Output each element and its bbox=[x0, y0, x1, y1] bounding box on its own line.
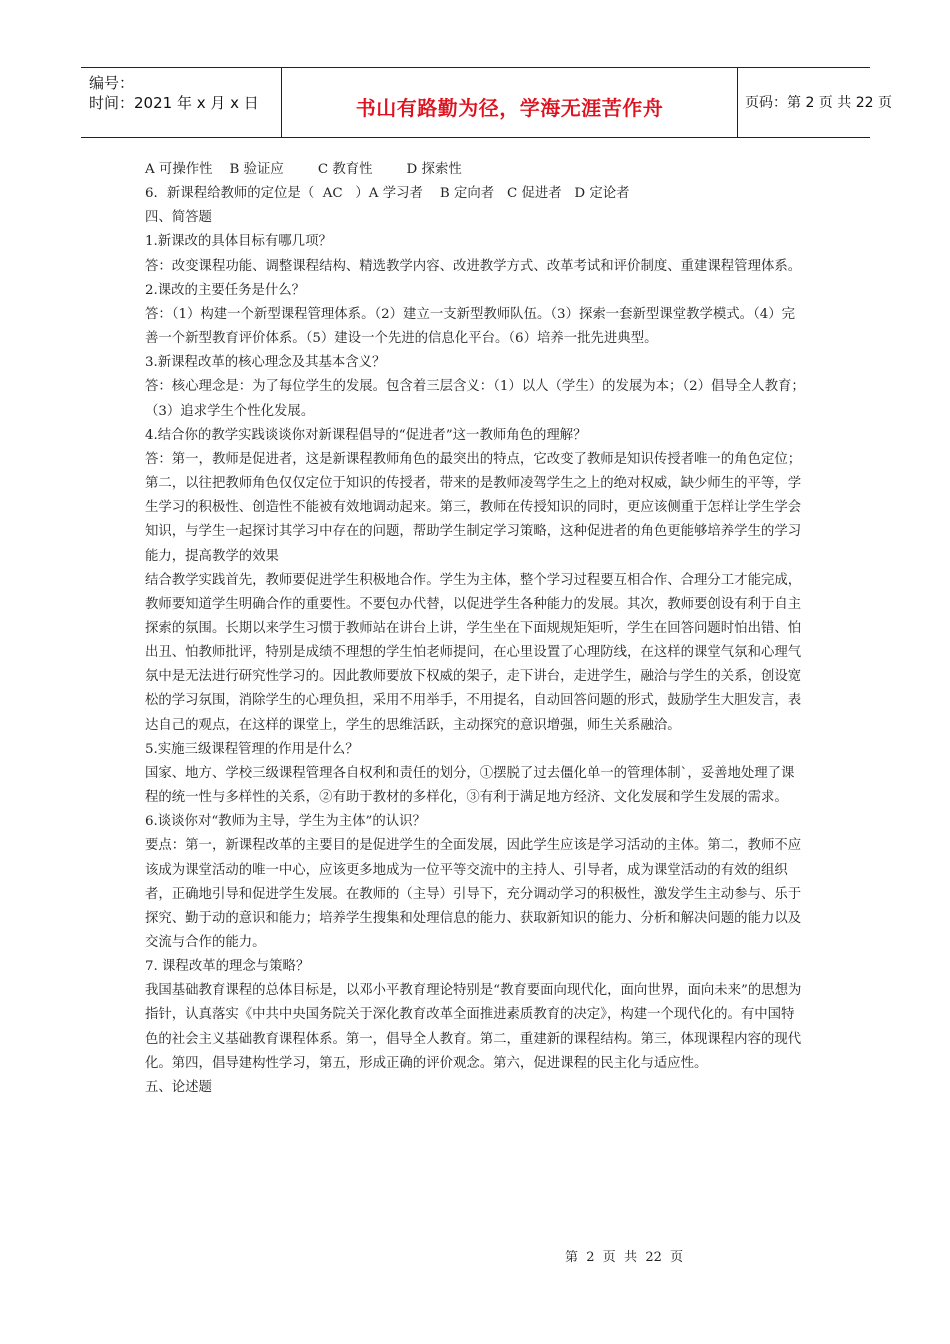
answer-6: 要点：第一，新课程改革的主要目的是促进学生的全面发展，因此学生应该是学习活动的主体。第二，教师不应该成为课堂活动的唯一中心，应该更多地成为一位平等交流中的主持人、引导者，成为课堂活动的有效的组织者，正确地引导和促进学生发展。在教师的（主导）引导下，充分调动学习的积极性，激发学生主动参与、乐于探究、勤于动的意识和能力；培养学生搜集和处理信息的能力、获取新知识的能力、分析和解决问题的能力以及交流与合作的能力。 bbox=[145, 838, 802, 950]
answer-4: 答：第一，教师是促进者，这是新课程教师角色的最突出的特点，它改变了教师是知识传授者唯一的角色定位；第二，以往把教师角色仅仅定位于知识的传授者，带来的是教师凌驾学生之上的绝对权威，缺少师生的平等，学生学习的积极性、创造性不能被有效地调动起来。第三，教师在传授知识的同时，更应该侧重于怎样让学生学会知识，与学生一起探讨其学习中存在的问题，帮助学生制定学习策略，这种促进者的角色更能够培养学生的学习能力，提高教学的效果 bbox=[145, 451, 802, 564]
section-heading-essay: 五、论述题 bbox=[145, 1079, 212, 1095]
page-footer: 第 2 页 共 22 页 bbox=[565, 1250, 684, 1265]
header-page-info: 页码：第 2 页 共 22 页 bbox=[745, 95, 892, 111]
answer-2: 答：（1）构建一个新型课程管理体系。（2）建立一支新型教师队伍。（3）探索一套新型课堂教学模式。（4）完善一个新型教育评价体系。（5）建设一个先进的信息化平台。（6）培养一批先进典型。 bbox=[145, 306, 796, 347]
answer-1: 答：改变课程功能、调整课程结构、精选教学内容、改进教学方式、改革考试和评价制度、重建课程管理体系。 bbox=[145, 258, 802, 274]
question-7: 7. 课程改革的理念与策略？ bbox=[145, 959, 310, 975]
question-6: 6.谈谈你对“教师为主导，学生为主体”的认识？ bbox=[145, 814, 426, 830]
document-body bbox=[145, 158, 807, 1100]
question-6-choice: 6．新课程给教师的定位是（ AC ）A 学习者 B 定向者 C 促进者 D 定论者 bbox=[145, 186, 630, 202]
page-header bbox=[81, 67, 892, 138]
options-line: A 可操作性 B 验证应 C 教育性 D 探索性 bbox=[145, 162, 462, 177]
section-heading-short-answer: 四、简答题 bbox=[145, 210, 212, 226]
header-slogan-cell bbox=[281, 68, 738, 137]
question-5: 5.实施三级课程管理的作用是什么？ bbox=[145, 741, 359, 757]
answer-4-continued: 结合教学实践首先，教师要促进学生积极地合作。学生为主体，整个学习过程要互相合作、合理分工才能完成，教师要知道学生明确合作的重要性。不要包办代替，以促进学生各种能力的发展。其次，教师要创设有利于自主探索的氛围。长期以来学生习惯于教师站在讲台上讲，学生坐在下面规规矩矩听，学生在回答问题时怕出错、怕出丑、怕教师批评，特别是成绩不理想的学生怕老师提问，在心里设置了心理防线，在这样的课堂气氛和心理气氛中是无法进行研究性学习的。因此教师要放下权威的架子，走下讲台，走进学生，融洽与学生的关系，创设宽松的学习氛围，消除学生的心理负担，采用不用举手，不用提名，自动回答问题的形式，鼓励学生大胆发言，表达自己的观点，在这样的课堂上，学生的思维活跃，主动探究的意识增强，师生关系融洽。 bbox=[145, 572, 802, 733]
number-label: 编号： bbox=[89, 74, 135, 92]
question-1: 1.新课改的具体目标有哪几项？ bbox=[145, 234, 332, 250]
date-label: 时间：2021 年 x 月 x 日 bbox=[89, 94, 259, 112]
header-slogan: 书山有路勤为径，学海无涯苦作舟 bbox=[355, 96, 664, 120]
answer-5: 国家、地方、学校三级课程管理各自权利和责任的划分，①摆脱了过去僵化单一的管理体制`，妥善地处理了课程的统一性与多样性的关系，②有助于教材的多样化，③有利于满足地方经济、文化发展和学生发展的需求。 bbox=[145, 765, 795, 806]
header-meta-cell bbox=[81, 68, 281, 137]
answer-7: 我国基础教育课程的总体目标是，以邓小平教育理论特别是“教育要面向现代化，面向世界，面向未来”的思想为指针，认真落实《中共中央国务院关于深化教育改革全面推进素质教育的决定》，构建一个现代化的。有中国特色的社会主义基础教育课程体系。第一，倡导全人教育。第二，重建新的课程结构。第三，体现课程内容的现代化。第四，倡导建构性学习，第五，形成正确的评价观念。第六，促进课程的民主化与适应性。 bbox=[145, 983, 802, 1071]
question-3: 3.新课程改革的核心理念及其基本含义？ bbox=[145, 355, 386, 371]
header-page-cell bbox=[738, 68, 892, 137]
question-4: 4.结合你的教学实践谈谈你对新课程倡导的“促进者”这一教师角色的理解？ bbox=[145, 427, 587, 443]
question-2: 2.课改的主要任务是什么？ bbox=[145, 282, 306, 298]
answer-3: 答：核心理念是：为了每位学生的发展。包含着三层含义：（1）以人（学生）的发展为本；（2）倡导全人教育；（3）追求学生个性化发展。 bbox=[145, 379, 805, 419]
